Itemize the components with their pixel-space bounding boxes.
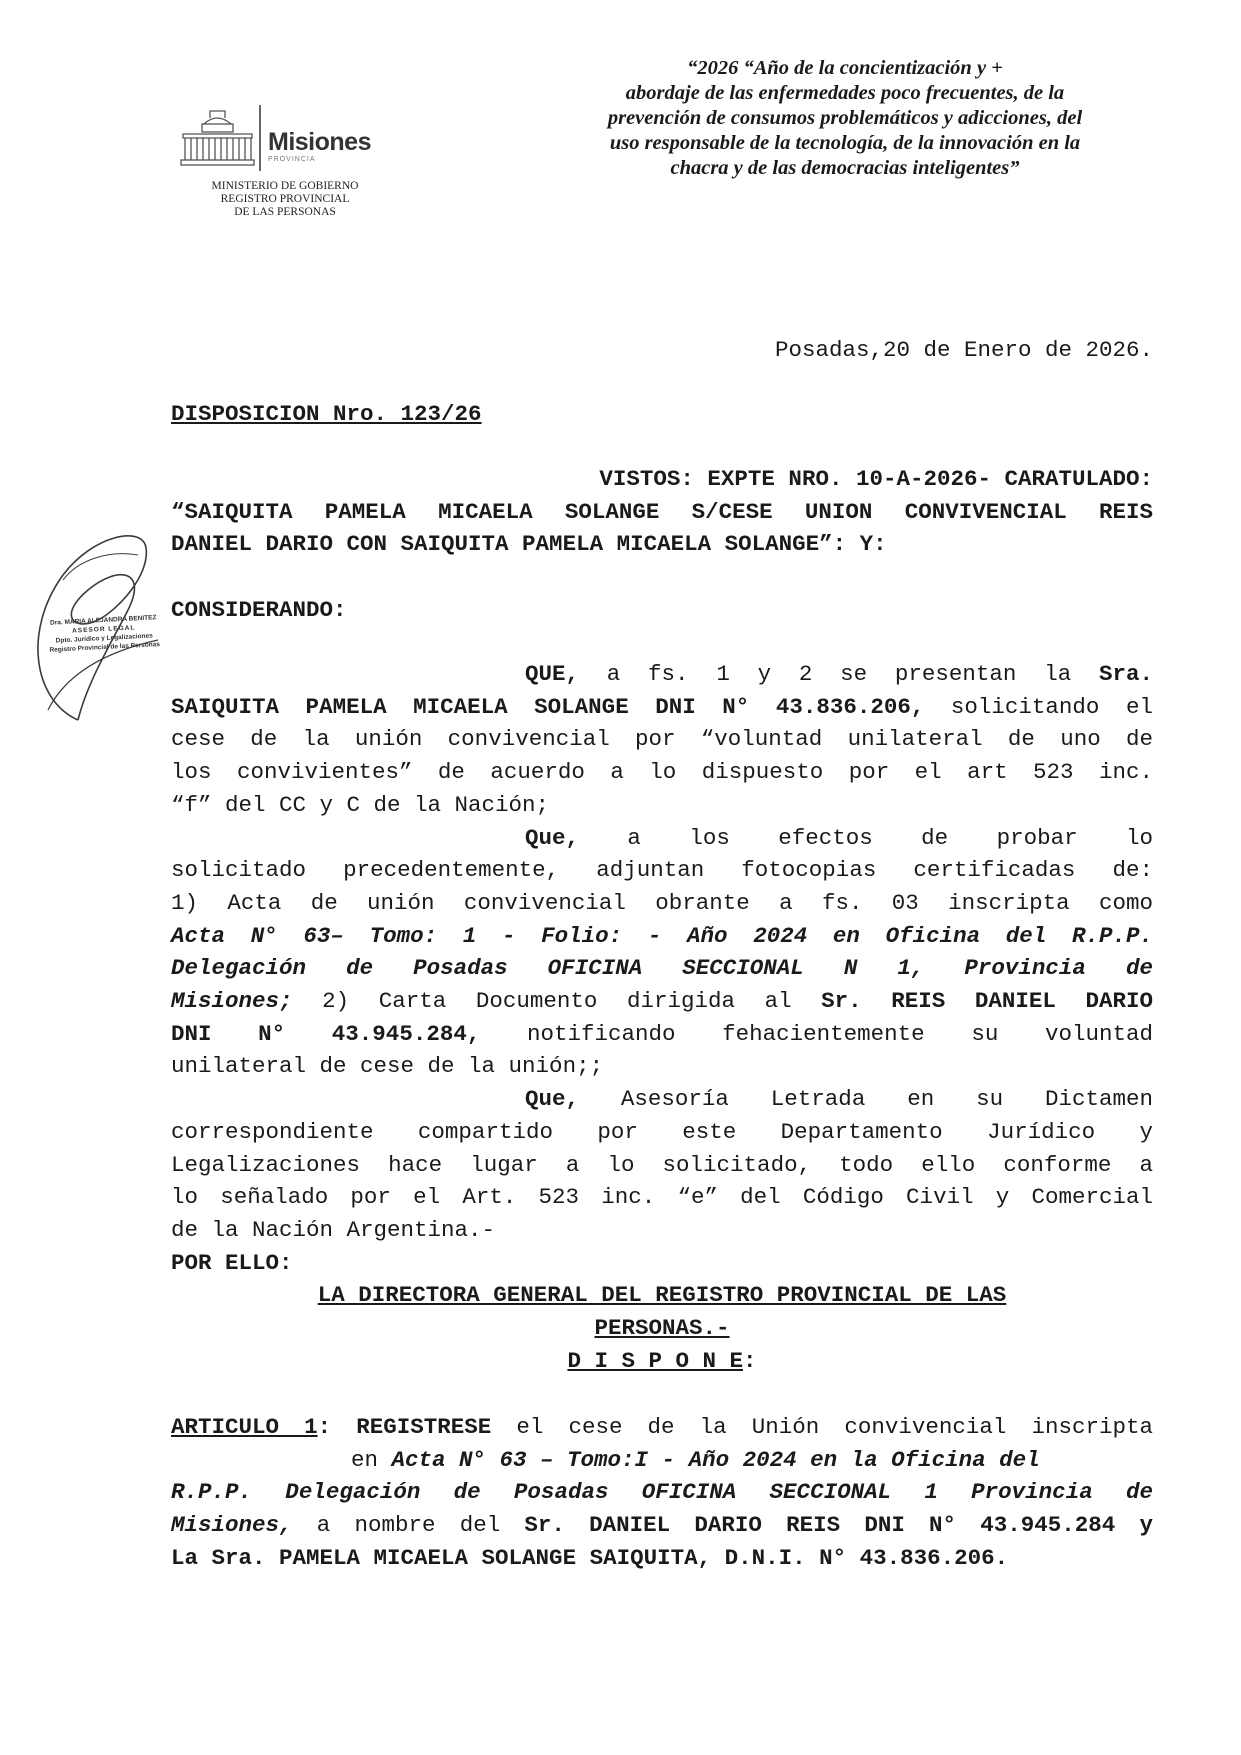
dispone-heading: D I S P O N E: — [567, 1347, 757, 1374]
considerando-label: CONSIDERANDO: — [171, 597, 347, 623]
vistos-line: DANIEL DARIO CON SAIQUITA PAMELA MICAELA SOLANGE”: Y: — [171, 531, 887, 558]
document-date: Posadas,20 de Enero de 2026. — [774, 337, 1153, 363]
body-line: La Sra. PAMELA MICAELA SOLANGE SAIQUITA, D.N.I. N° 43.836.206. — [171, 1544, 1009, 1571]
body-line: SAIQUITA PAMELA MICAELA SOLANGE DNI N° 43.836.206, solicitando el — [171, 693, 1153, 720]
ministry-line: REGISTRO PROVINCIAL — [220, 193, 350, 205]
ministry-line: DE LAS PERSONAS — [234, 206, 336, 218]
body-line: cese de la unión convivencial por “voluntad unilateral de uno de — [171, 726, 1153, 753]
stamp-line: Registro Provincial de las Personas — [49, 641, 161, 654]
considerando-body — [171, 658, 1153, 1377]
articulo-1 — [171, 1411, 1153, 1575]
body-line: DNI N° 43.945.284, notificando fehacientemente su voluntad — [171, 1020, 1153, 1047]
body-line: R.P.P. Delegación de Posadas OFICINA SECCIONAL 1 Provincia de — [171, 1479, 1153, 1506]
body-line: Misiones; 2) Carta Documento dirigida al Sr. REIS DANIEL DARIO — [171, 988, 1153, 1015]
stamp-line: ASESOR LEGAL — [71, 624, 136, 635]
motto-line: “2026 “Año de la concientización y + — [687, 57, 1003, 79]
logo-subtitle: PROVINCIA — [268, 156, 316, 163]
directora-heading: LA DIRECTORA GENERAL DEL REGISTRO PROVINCIAL DE LAS — [317, 1282, 1007, 1309]
motto-line: chacra y de las democracias inteligentes” — [670, 157, 1020, 179]
body-line: correspondiente compartido por este Departamento Jurídico y — [171, 1118, 1153, 1145]
body-line: QUE, a fs. 1 y 2 se presentan la Sra. — [525, 661, 1153, 687]
logo-divider — [259, 105, 261, 171]
year-motto — [515, 56, 1175, 181]
motto-line: uso responsable de la tecnología, de la innovación en la — [609, 132, 1081, 154]
body-line: Que, a los efectos de probar lo — [525, 824, 1153, 851]
ministry-line: MINISTERIO DE GOBIERNO — [211, 180, 359, 192]
considerando-heading — [171, 594, 1153, 627]
stamp-line: Dra. MARIA ALEJANDRA BENITEZ — [49, 614, 157, 627]
body-line: Acta N° 63– Tomo: 1 - Folio: - Año 2024 en Oficina del R.P.P. — [171, 922, 1153, 949]
vistos-line: VISTOS: EXPTE NRO. 10-A-2026- CARATULADO: — [599, 466, 1153, 492]
disposicion-number: DISPOSICION Nro. 123/26 — [171, 401, 482, 427]
disposicion-title — [171, 398, 1153, 431]
ministry-block — [150, 180, 420, 219]
por-ello: POR ELLO: — [171, 1249, 293, 1276]
body-line: Misiones, a nombre del Sr. DANIEL DARIO REIS DNI N° 43.945.284 y — [171, 1512, 1154, 1539]
motto-line: prevención de consumos problemáticos y adicciones, del — [607, 107, 1083, 129]
body-line: unilateral de cese de la unión;; — [171, 1053, 604, 1080]
stamp-line: Dpto. Jurídico y Legalizaciones — [55, 632, 153, 645]
body-line: solicitado precedentemente, adjuntan fotocopias certificadas de: — [171, 857, 1153, 884]
vistos-line: “SAIQUITA PAMELA MICAELA SOLANGE S/CESE UNION CONVIVENCIAL REIS — [171, 498, 1153, 525]
building-logo-icon — [180, 108, 255, 170]
vistos-section — [171, 463, 1153, 561]
body-line: en Acta N° 63 – Tomo:I - Año 2024 en la Oficina del — [351, 1446, 1040, 1473]
motto-line: abordaje de las enfermedades poco frecuentes, de la — [625, 82, 1065, 104]
body-line: lo señalado por el Art. 523 inc. “e” del Código Civil y Comercial — [171, 1184, 1153, 1211]
body-line: de la Nación Argentina.- — [171, 1216, 496, 1243]
body-line: “f” del CC y C de la Nación; — [171, 791, 550, 818]
body-line: 1) Acta de unión convivencial obrante a fs. 03 inscripta como — [171, 889, 1153, 916]
body-line: ARTICULO 1: REGISTRESE el cese de la Unión convivencial inscripta — [171, 1414, 1153, 1440]
logo-wordmark: Misiones — [268, 128, 371, 156]
body-line: Que, Asesoría Letrada en su Dictamen — [525, 1086, 1153, 1113]
body-line: los convivientes” de acuerdo a lo dispuesto por el art 523 inc. — [171, 759, 1153, 786]
directora-heading: PERSONAS.- — [594, 1315, 730, 1342]
body-line: Legalizaciones hace lugar a lo solicitado, todo ello conforme a — [171, 1151, 1153, 1178]
body-line: Delegación de Posadas OFICINA SECCIONAL N 1, Provincia de — [171, 955, 1153, 982]
stamp-text — [39, 613, 169, 656]
